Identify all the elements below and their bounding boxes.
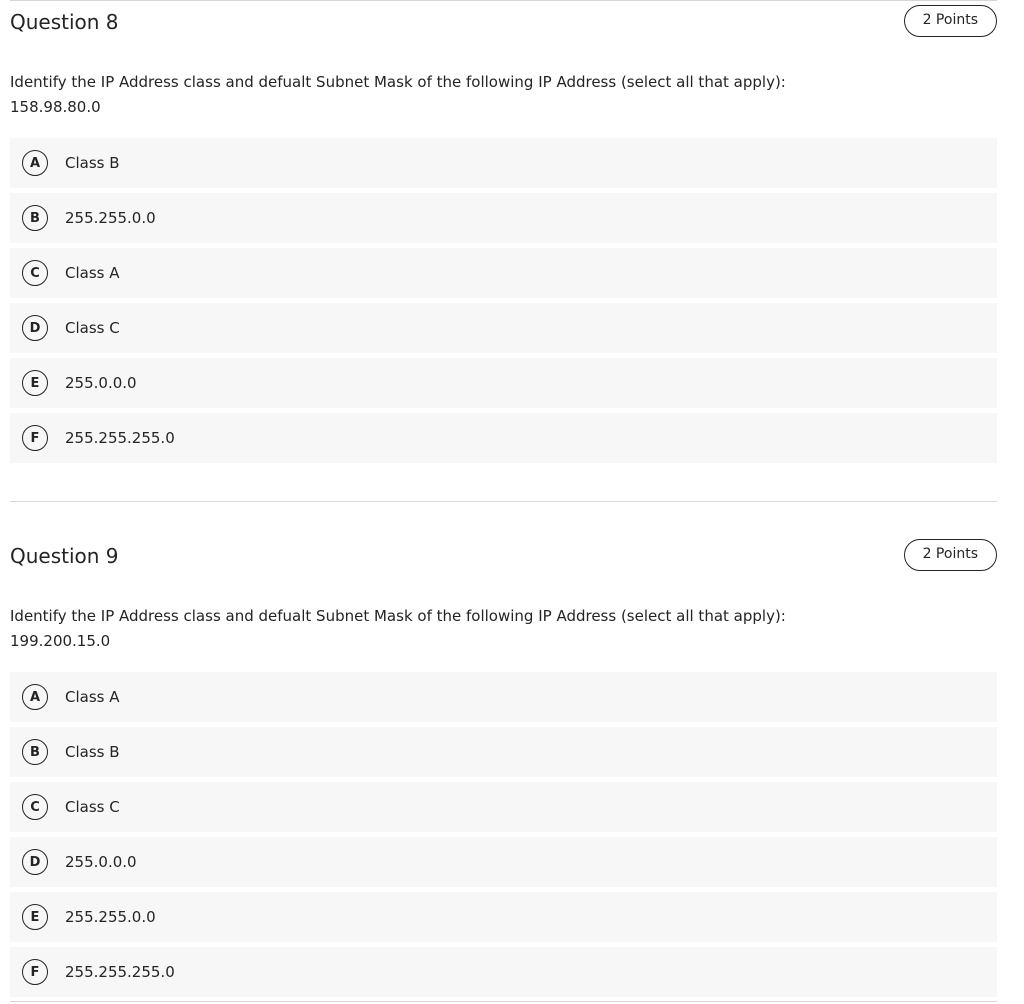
prompt-text: Identify the IP Address class and defualt Subnet Mask of the following IP Address (select all that apply): [10, 73, 786, 91]
option-e[interactable] [10, 892, 997, 942]
option-b[interactable] [10, 727, 997, 777]
question-title: Question 8 [10, 10, 119, 34]
points-badge: 2 Points [904, 539, 997, 571]
option-letter-badge: F [22, 425, 48, 451]
option-letter-badge: E [22, 904, 48, 930]
ip-address: 199.200.15.0 [10, 632, 111, 650]
question-header [10, 534, 997, 578]
question-prompt [10, 604, 997, 654]
option-letter-badge: B [22, 205, 48, 231]
option-letter-badge: A [22, 150, 48, 176]
question-divider [10, 501, 997, 502]
option-a[interactable] [10, 138, 997, 188]
bottom-divider [10, 1001, 997, 1002]
option-label: 255.255.255.0 [65, 429, 175, 447]
option-label: 255.255.0.0 [65, 908, 156, 926]
option-label: 255.0.0.0 [65, 374, 137, 392]
option-letter-badge: E [22, 370, 48, 396]
option-label: Class C [65, 798, 120, 816]
option-label: Class A [65, 264, 120, 282]
option-letter-badge: A [22, 684, 48, 710]
option-letter-badge: D [22, 849, 48, 875]
option-letter-badge: D [22, 315, 48, 341]
option-b[interactable] [10, 193, 997, 243]
option-e[interactable] [10, 358, 997, 408]
option-f[interactable] [10, 413, 997, 463]
points-badge: 2 Points [904, 5, 997, 37]
ip-address: 158.98.80.0 [10, 98, 101, 116]
prompt-text: Identify the IP Address class and defualt Subnet Mask of the following IP Address (select all that apply): [10, 607, 786, 625]
question-8 [10, 0, 997, 468]
option-d[interactable] [10, 837, 997, 887]
option-label: Class B [65, 743, 120, 761]
option-letter-badge: B [22, 739, 48, 765]
option-letter-badge: F [22, 959, 48, 985]
option-label: 255.255.0.0 [65, 209, 156, 227]
option-label: Class C [65, 319, 120, 337]
option-label: 255.0.0.0 [65, 853, 137, 871]
option-letter-badge: C [22, 794, 48, 820]
option-label: 255.255.255.0 [65, 963, 175, 981]
question-prompt [10, 70, 997, 120]
option-label: Class B [65, 154, 120, 172]
option-d[interactable] [10, 303, 997, 353]
option-letter-badge: C [22, 260, 48, 286]
option-f[interactable] [10, 947, 997, 997]
question-header [10, 0, 997, 44]
option-c[interactable] [10, 782, 997, 832]
answer-options [10, 138, 997, 463]
question-title: Question 9 [10, 544, 119, 568]
option-a[interactable] [10, 672, 997, 722]
answer-options [10, 672, 997, 997]
question-9 [10, 534, 997, 1002]
option-label: Class A [65, 688, 120, 706]
option-c[interactable] [10, 248, 997, 298]
